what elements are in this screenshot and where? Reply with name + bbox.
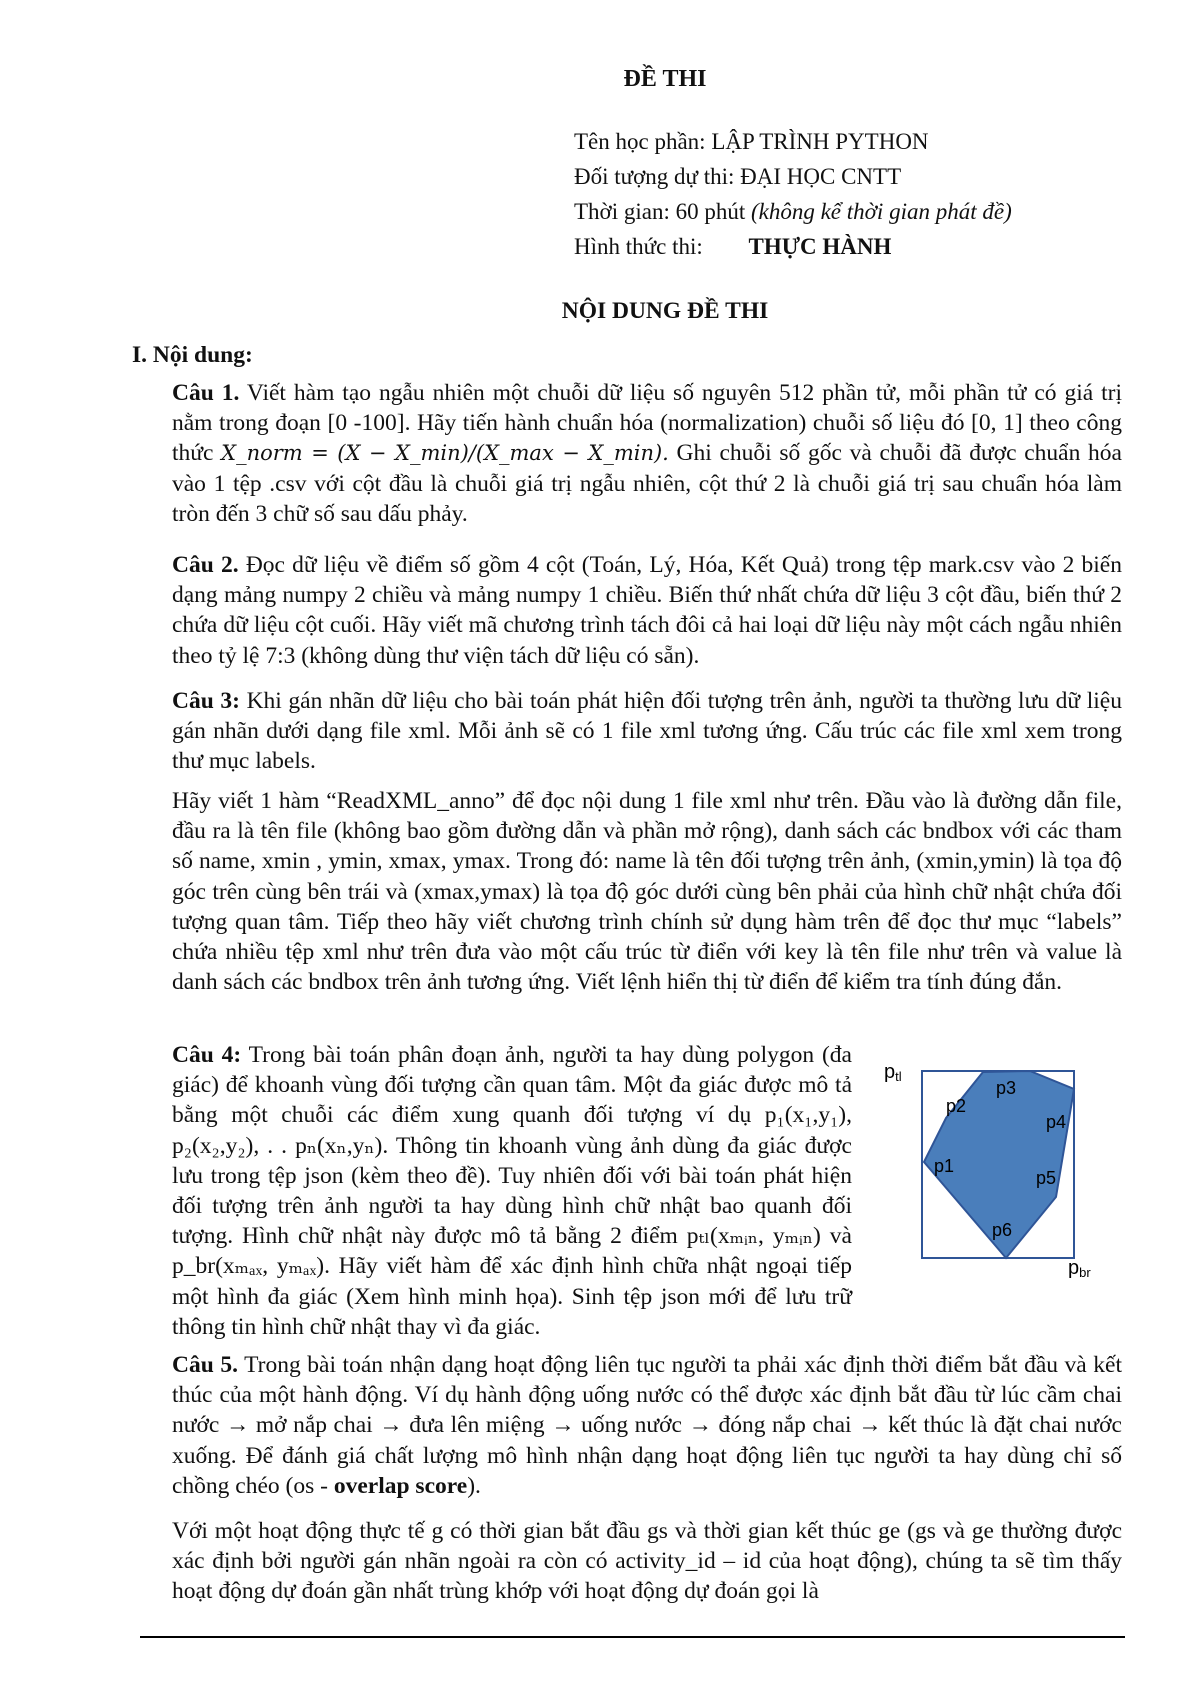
content-heading: NỘI DUNG ĐỀ THI [561, 298, 769, 324]
mode-value: THỰC HÀNH [748, 234, 892, 259]
question-2-text: Đọc dữ liệu về điểm số gồm 4 cột (Toán, Lý, Hóa, Kết Quả) trong tệp mark.csv vào 2 biến dạng mảng numpy 2 chiều và mảng numpy 1 chiều. Biến thứ nhất chứa dữ liệu 3 cột đầu, biến thứ 2 chứa dữ liệu cột cuối. Hãy viết mã chương trình tách đôi cả hai loại dữ liệu này một cách ngẫu nhiên theo tỷ lệ 7:3 (không dùng thư viện tách dữ liệu có sẵn). [172, 552, 1122, 669]
duration-note: (không kể thời gian phát đề) [750, 199, 1012, 224]
mode-label: Hình thức thi: [574, 234, 703, 259]
question-1-formula: X_norm = (X − X_min)/(X_max − X_min). [221, 441, 669, 466]
question-2-label: Câu 2. [172, 552, 239, 578]
point-p4-label: p4 [1046, 1112, 1067, 1132]
question-5-text-a: Trong bài toán nhận dạng hoạt động liên tục người ta phải xác định thời điểm bắt đầu và kết thúc của một hành động. Ví dụ hành động uống nước có thể được xác định bắt đầu từ lúc cầm chai nước → mở nắp chai → đưa lên miệng → uống nước → đóng nắp chai → kết thúc là đặt chai nước xuống. Để đánh giá chất lượng mô hình nhận dạng hoạt động liên tục người ta hay dùng chỉ số chồng chéo (os - [172, 1352, 1123, 1499]
question-1 [172, 378, 1122, 529]
course-name: Tên học phần: LẬP TRÌNH PYTHON [574, 129, 929, 154]
question-3-continued: Hãy viết 1 hàm “ReadXML_anno” để đọc nội dung 1 file xml như trên. Đầu vào là đường dẫn file, đầu ra là tên file (không bao gồm đường dẫn và phần mở rộng), danh sách các bndbox với các tham số name, xmin , ymin, xmax, ymax. Trong đó: name là tên đối tượng trên ảnh, (xmin,ymin) là tọa độ góc trên cùng bên trái và (xmax,ymax) là tọa độ góc dưới cùng bên phải của hình chữ nhật chứa đối tượng quan tâm. Tiếp theo hãy viết chương trình chính sử dụng hàm trên để đọc thư mục “labels” chứa nhiều tệp xml như trên đưa vào một cấu trúc từ điển với key là tên file như trên và value là danh sách các bndbox trên ảnh tương ứng. Viết lệnh hiển thị từ điển để kiểm tra tính đúng đắn. [172, 788, 1122, 996]
question-3-label: Câu 3: [172, 688, 240, 714]
question-3 [172, 686, 1122, 777]
bounding-box-diagram [880, 1050, 1110, 1290]
question-1-label: Câu 1. [172, 380, 240, 406]
point-p3-label: p3 [996, 1078, 1017, 1098]
question-2 [172, 550, 1122, 671]
question-4-label: Câu 4: [172, 1042, 242, 1068]
duration-text: Thời gian: 60 phút [574, 199, 746, 224]
exam-mode [574, 229, 1012, 264]
question-1-text-a: Viết hàm tạo ngẫu nhiên một chuỗi dữ liệu số nguyên 512 phần tử, mỗi phần tử có giá trị nằm trong đoạn [0 -100]. Hãy tiến hành chuẩn hóa (normalization) chuỗi số liệu đó [0, 1] theo công thức [172, 380, 1122, 467]
question-4 [172, 1040, 852, 1342]
question-5-continued: Với một hoạt động thực tế g có thời gian bắt đầu gs và thời gian kết thúc ge (gs và ge thường được xác định bởi người gán nhãn ngoài ra còn có activity_id – id của hoạt động), chúng ta sẽ tìm thấy hoạt động dự đoán gần nhất trùng khớp với hoạt động dự đoán gọi là [172, 1518, 1122, 1605]
exam-title: ĐỀ THI [623, 66, 707, 92]
point-tl-label: ptl [884, 1061, 902, 1084]
point-p5-label: p5 [1036, 1168, 1057, 1188]
point-p2-label: p2 [946, 1096, 967, 1116]
section-heading: I. Nội dung: [132, 342, 253, 368]
question-4-text: Trong bài toán phân đoạn ảnh, người ta hay dùng polygon (đa giác) để khoanh vùng đối tượng cần quan tâm. Một đa giác được mô tả bằng một chuỗi các điểm xung quanh đối tượng ví dụ p₁(x₁,y₁), p₂(x₂,y₂), . . pₙ(xₙ,yₙ). Thông tin khoanh vùng ảnh dùng đa giác được lưu trong tệp json (kèm theo đề). Tuy nhiên đối với bài toán phát hiện đối tượng trên ảnh người ta hay dùng hình chữ nhật bao quanh đối tượng. Hình chữ nhật này được mô tả bằng 2 điểm pₜₗ(xₘᵢₙ, yₘᵢₙ) và p_br(xₘₐₓ, yₘₐₓ). Hãy viết hàm để xác định hình chữa nhật ngoại tiếp một hình đa giác (Xem hình minh họa). Sinh tệp json mới để lưu trữ thông tin hình chữ nhật thay vì đa giác. [172, 1042, 852, 1340]
point-p1-label: p1 [934, 1156, 955, 1176]
point-p6-label: p6 [992, 1220, 1013, 1240]
question-3-text-a: Khi gán nhãn dữ liệu cho bài toán phát hiện đối tượng trên ảnh, người ta thường lưu dữ liệu gán nhãn dưới dạng file xml. Mỗi ảnh sẽ có 1 file xml tương ứng. Cấu trúc các file xml xem trong thư mục labels. [172, 688, 1122, 775]
exam-info [574, 124, 1012, 264]
question-5-text-b: ). [467, 1472, 481, 1499]
exam-duration [574, 194, 1012, 229]
question-5-bold: overlap score [333, 1472, 468, 1499]
point-br-label: pbr [1068, 1257, 1091, 1280]
footer-divider [140, 1636, 1125, 1638]
audience: Đối tượng dự thi: ĐẠI HỌC CNTT [574, 164, 902, 189]
question-5 [172, 1350, 1122, 1501]
question-1-text-b: Ghi chuỗi số gốc và chuỗi đã được chuẩn hóa vào 1 tệp .csv với cột đầu là chuỗi giá trị ngẫu nhiên, cột thứ 2 là chuỗi giá trị sau chuẩn hóa làm tròn đến 3 chữ số sau dấu phảy. [172, 440, 1122, 527]
question-5-label: Câu 5. [172, 1352, 238, 1378]
